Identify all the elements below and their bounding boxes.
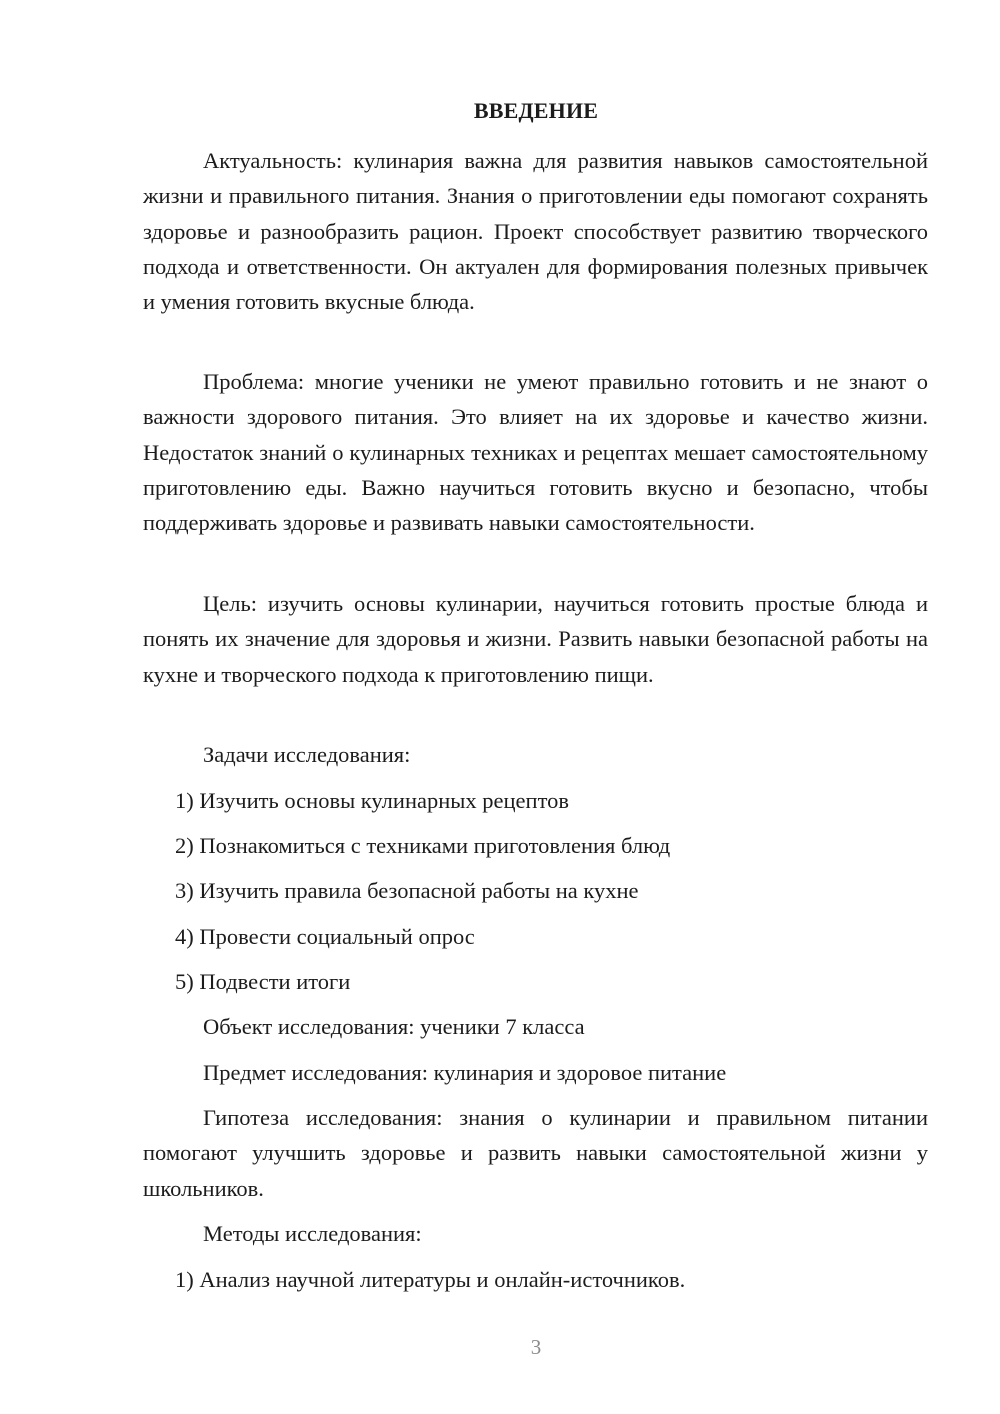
object-block [143,1009,928,1044]
task-item-3-block [143,873,928,908]
method-item-1: 1) Анализ научной литературы и онлайн-источников. [175,1267,686,1292]
task-item-1-block [143,783,928,818]
tasks-title-block [143,737,928,772]
task-item-2-block [143,828,928,863]
subject-block [143,1055,928,1090]
relevance-paragraph: Актуальность: кулинария важна для развития навыков самостоятельной жизни и правильного питания. Знания о приготовлении еды помогают сохранять здоровье и разнообразить рацион. Проект способствует развитию творческого подхода и ответственности. Он актуален для формирования полезных привычек и умения готовить вкусные блюда. [143,148,928,315]
page-heading: ВВЕДЕНИЕ [473,98,599,123]
task-item-5: 5) Подвести итоги [175,969,351,994]
goal-block [143,586,928,692]
task-item-4: 4) Провести социальный опрос [175,924,475,949]
method-item-1-block [143,1262,928,1297]
goal-paragraph: Цель: изучить основы кулинарии, научиться готовить простые блюда и понять их значение для здоровья и жизни. Развить навыки безопасной работы на кухне и творческого подхода к приготовлению пищи. [143,591,928,687]
hypothesis-block [143,1100,928,1206]
page-number: 3 [530,1335,542,1359]
task-item-5-block [143,964,928,999]
task-item-2: 2) Познакомиться с техниками приготовления блюд [175,833,671,858]
task-item-1: 1) Изучить основы кулинарных рецептов [175,788,569,813]
problem-block [143,364,928,540]
methods-title: Методы исследования: [203,1221,422,1246]
research-subject: Предмет исследования: кулинария и здоровое питание [203,1060,727,1085]
tasks-title: Задачи исследования: [203,742,411,767]
relevance-block [143,143,928,319]
hypothesis-paragraph: Гипотеза исследования: знания о кулинарии и правильном питании помогают улучшить здоровье и развить навыки самостоятельной жизни у школьников. [143,1105,928,1201]
task-item-4-block [143,919,928,954]
problem-paragraph: Проблема: многие ученики не умеют правильно готовить и не знают о важности здорового питания. Это влияет на их здоровье и качество жизни. Недостаток знаний о кулинарных техниках и рецептах мешает самостоятельному приготовлению еды. Важно научиться готовить вкусно и безопасно, чтобы поддерживать здоровье и развивать навыки самостоятельности. [143,369,928,536]
research-object: Объект исследования: ученики 7 класса [203,1014,585,1039]
task-item-3: 3) Изучить правила безопасной работы на кухне [175,878,639,903]
methods-title-block [143,1216,928,1251]
